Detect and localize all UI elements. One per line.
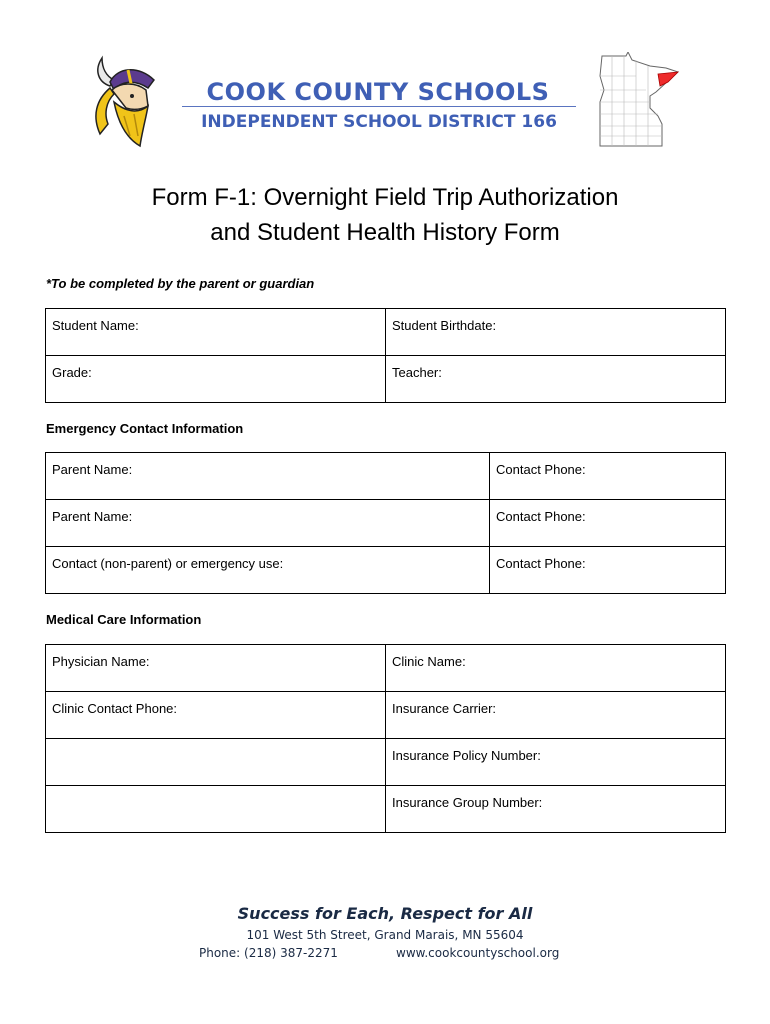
school-name: COOK COUNTY SCHOOLS — [206, 78, 550, 106]
insurance-carrier-label: Insurance Carrier: — [392, 701, 497, 716]
contact-phone-field-3[interactable] — [490, 547, 726, 594]
clinic-phone-field[interactable] — [46, 692, 386, 739]
student-name-label: Student Name: — [52, 318, 139, 333]
contact-phone-field-1[interactable] — [490, 453, 726, 500]
minnesota-map-icon — [596, 52, 680, 150]
form-title — [0, 180, 770, 250]
blank-cell — [46, 739, 386, 786]
teacher-field[interactable] — [386, 356, 726, 403]
school-website[interactable]: www.cookcountyschool.org — [396, 946, 560, 960]
grade-field[interactable] — [46, 356, 386, 403]
grade-label: Grade: — [52, 365, 92, 380]
non-parent-contact-label: Contact (non-parent) or emergency use: — [52, 556, 284, 571]
contact-phone-label: Contact Phone: — [496, 462, 586, 477]
school-motto: Success for Each, Respect for All — [237, 904, 533, 923]
student-info-table — [45, 308, 726, 403]
contact-phone-field-2[interactable] — [490, 500, 726, 547]
contact-phone-label: Contact Phone: — [496, 556, 586, 571]
student-birthdate-field[interactable] — [386, 309, 726, 356]
non-parent-contact-field[interactable] — [46, 547, 490, 594]
parent-name-field-2[interactable] — [46, 500, 490, 547]
clinic-name-field[interactable] — [386, 645, 726, 692]
school-phone: Phone: (218) 387-2271 — [199, 946, 338, 960]
parent-name-label: Parent Name: — [52, 509, 133, 524]
district-name: INDEPENDENT SCHOOL DISTRICT 166 — [201, 112, 557, 132]
student-name-field[interactable] — [46, 309, 386, 356]
medical-heading: Medical Care Information — [46, 612, 202, 627]
medical-info-table — [45, 644, 726, 833]
parent-name-field-1[interactable] — [46, 453, 490, 500]
contact-phone-label: Contact Phone: — [496, 509, 586, 524]
completion-note: *To be completed by the parent or guardian — [46, 276, 315, 291]
policy-number-label: Insurance Policy Number: — [392, 748, 541, 763]
blank-cell — [46, 786, 386, 833]
letterhead — [0, 0, 770, 160]
parent-name-label: Parent Name: — [52, 462, 133, 477]
policy-number-field[interactable] — [386, 739, 726, 786]
emergency-contact-table — [45, 452, 726, 594]
viking-mascot-icon — [88, 52, 160, 148]
clinic-name-label: Clinic Name: — [392, 654, 466, 669]
form-title-line-2: and Student Health History Form — [210, 219, 560, 246]
student-birthdate-label: Student Birthdate: — [392, 318, 497, 333]
physician-name-label: Physician Name: — [52, 654, 150, 669]
insurance-carrier-field[interactable] — [386, 692, 726, 739]
physician-name-field[interactable] — [46, 645, 386, 692]
header-divider — [182, 106, 576, 107]
group-number-label: Insurance Group Number: — [392, 795, 543, 810]
emergency-heading: Emergency Contact Information — [46, 421, 244, 436]
school-address: 101 West 5th Street, Grand Marais, MN 55604 — [246, 928, 524, 942]
teacher-label: Teacher: — [392, 365, 442, 380]
clinic-phone-label: Clinic Contact Phone: — [52, 701, 178, 716]
form-title-line-1: Form F-1: Overnight Field Trip Authorization — [151, 184, 619, 211]
group-number-field[interactable] — [386, 786, 726, 833]
